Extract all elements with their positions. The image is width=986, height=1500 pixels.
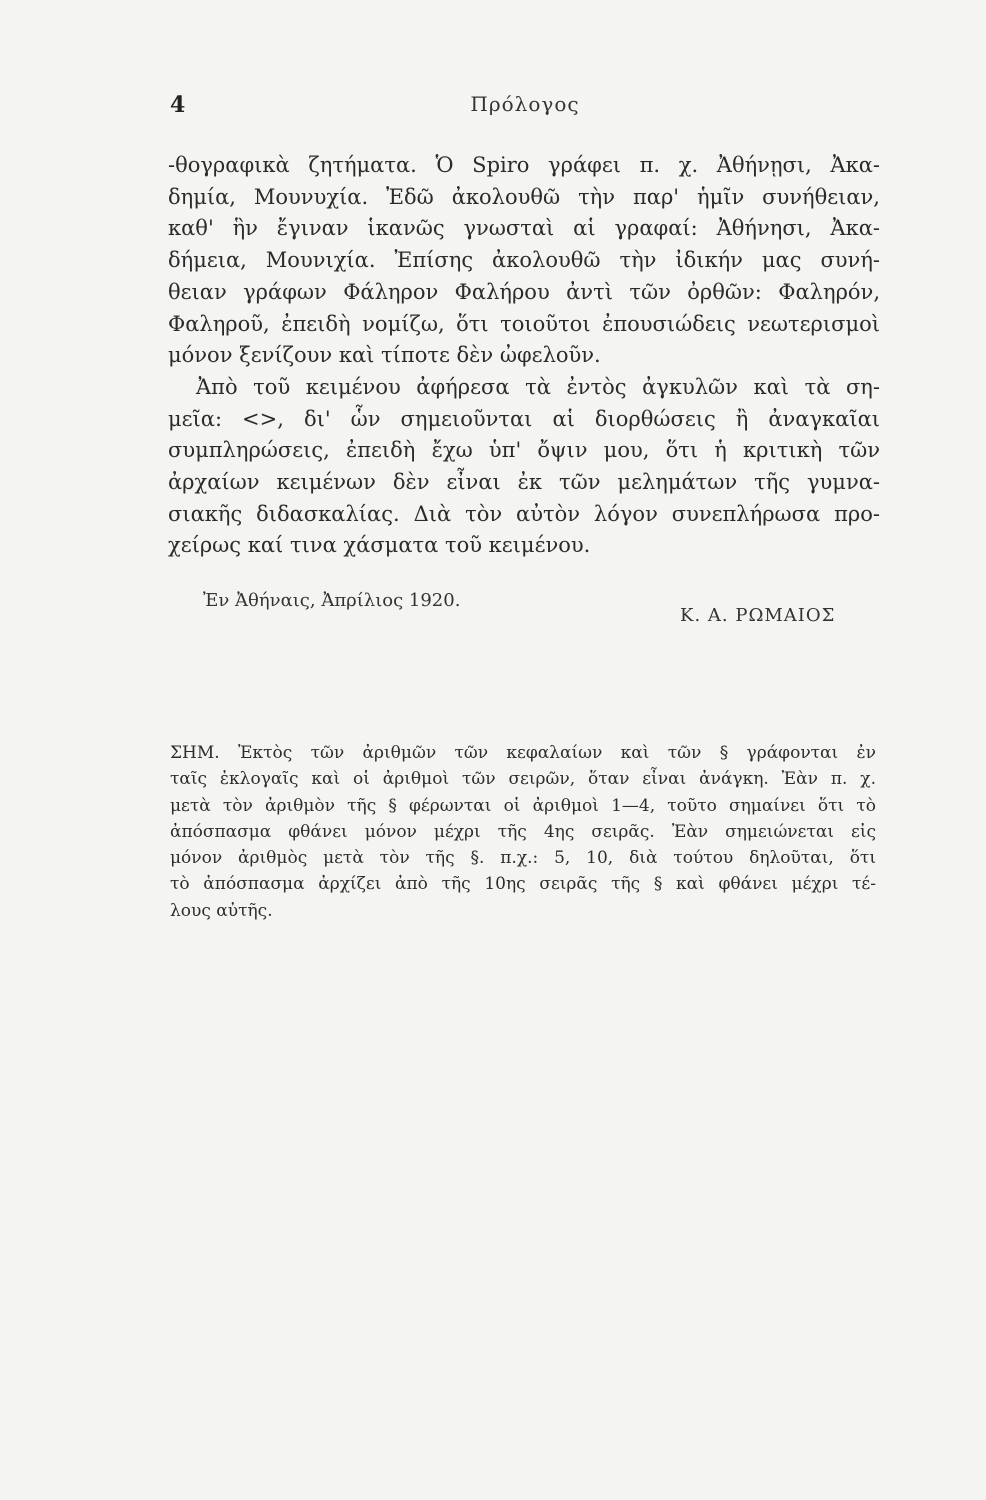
note-line: ταῖς ἐκλογαῖς καὶ οἱ ἀριθμοὶ τῶν σειρῶν, ὅταν εἶναι ἀνάγκη. Ἐὰν π. χ. (170, 769, 876, 790)
running-title: Πρόλογος (470, 92, 580, 116)
text-line: ἀρχαίων κειμένων δὲν εἶναι ἐκ τῶν μελημάτων τῆς γυμνα- (168, 470, 880, 495)
text-line: μεῖα: <>, δι' ὧν σημειοῦνται αἱ διορθώσεις ἢ ἀναγκαῖαι (168, 406, 880, 431)
body-text (168, 150, 880, 562)
note-paragraph (170, 740, 876, 924)
footnote (170, 740, 876, 924)
text-line: Φαληροῦ, ἐπειδὴ νομίζω, ὅτι τοιοῦτοι ἐπουσιώδεις νεωτερισμοὶ (168, 311, 880, 336)
text-line: δήμεια, Μουνιχία. Ἐπίσης ἀκολουθῶ τὴν ἰδικήν μας συνή- (168, 248, 880, 273)
dateline: Ἐν Ἀθήναις, Ἀπρίλιος 1920. (203, 590, 461, 611)
text-line: δημία, Μουνυχία. Ἐδῶ ἀκολουθῶ τὴν παρ' ἡμῖν συνήθειαν, (168, 184, 880, 209)
author-signature: Κ. Α. ΡΩΜΑΙΟΣ (680, 605, 836, 626)
page-number: 4 (170, 92, 186, 118)
text-line: μόνον ξενίζουν καὶ τίποτε δὲν ὠφελοῦν. (168, 343, 601, 368)
text-line: Ἀπὸ τοῦ κειμένου ἀφήρεσα τὰ ἐντὸς ἀγκυλῶν καὶ τὰ ση- (196, 374, 880, 399)
paragraph-2 (168, 372, 880, 562)
text-line: θειαν γράφων Φάληρον Φαλήρου ἀντὶ τῶν ὀρθῶν: Φαληρόν, (168, 279, 880, 304)
note-line: μόνον ἀριθμὸς μετὰ τὸν τῆς §. π.χ.: 5, 10, διὰ τούτου δηλοῦται, ὅτι (170, 848, 876, 869)
note-line: μετὰ τὸν ἀριθμὸν τῆς § φέρωνται οἱ ἀριθμοὶ 1—4, τοῦτο σημαίνει ὅτι τὸ (170, 795, 876, 816)
text-line: συμπληρώσεις, ἐπειδὴ ἔχω ὑπ' ὄψιν μου, ὅτι ἡ κριτικὴ τῶν (168, 438, 880, 463)
text-line: χείρως καί τινα χάσματα τοῦ κειμένου. (168, 533, 591, 558)
paragraph-1 (168, 150, 880, 372)
text-line: σιακῆς διδασκαλίας. Διὰ τὸν αὐτὸν λόγον συνεπλήρωσα προ- (168, 501, 880, 526)
page-header (170, 92, 880, 132)
note-line: τὸ ἀπόσπασμα ἀρχίζει ἀπὸ τῆς 10ης σειρᾶς τῆς § καὶ φθάνει μέχρι τέ- (170, 874, 876, 895)
note-line: ἀπόσπασμα φθάνει μόνον μέχρι τῆς 4ης σειρᾶς. Ἐὰν σημειώνεται εἰς (170, 821, 876, 842)
note-line: λους αὐτῆς. (170, 900, 273, 921)
note-line: ΣΗΜ. Ἐκτὸς τῶν ἀριθμῶν τῶν κεφαλαίων καὶ τῶν § γράφονται ἐν (170, 743, 876, 763)
text-line: καθ' ἣν ἔγιναν ἱκανῶς γνωσταὶ αἱ γραφαί: Ἀθήνησι, Ἀκα- (168, 216, 880, 241)
text-line: -θογραφικὰ ζητήματα. Ὁ Spiro γράφει π. χ. Ἀθήνῃσι, Ἀκα- (168, 153, 880, 177)
